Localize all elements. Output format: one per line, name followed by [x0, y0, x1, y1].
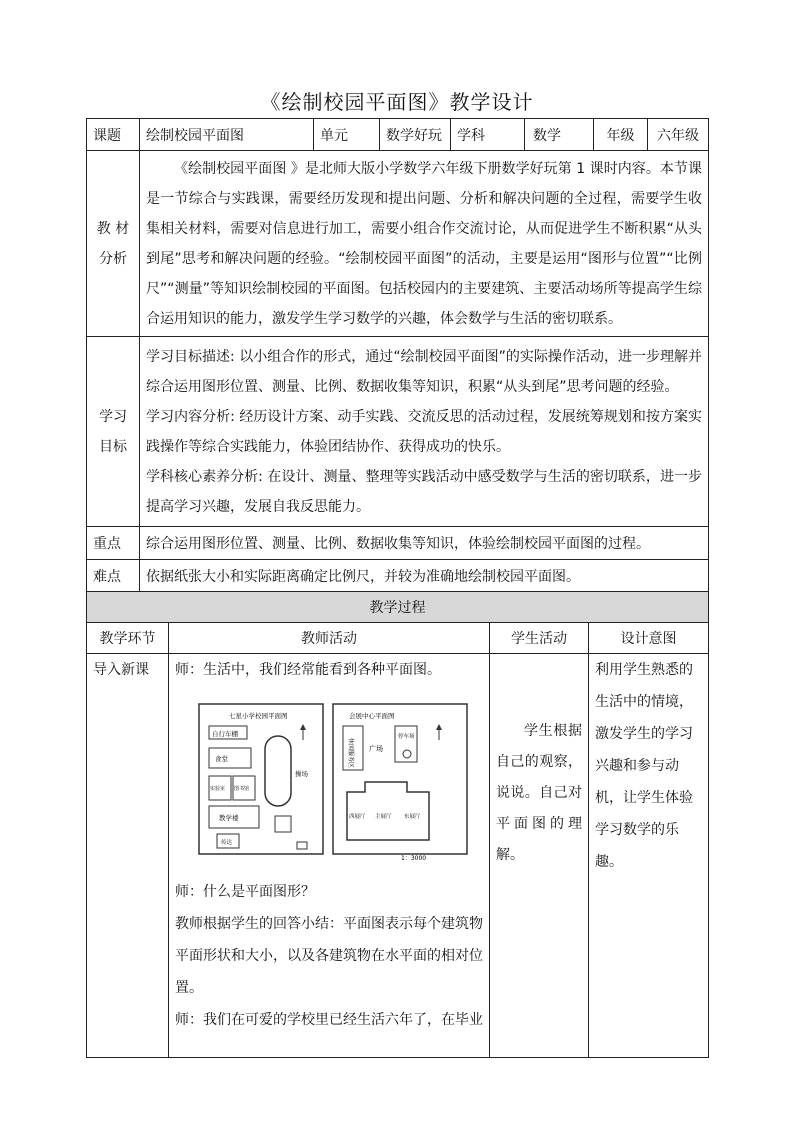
- goals-text: [140, 337, 709, 527]
- process-row: [87, 654, 709, 1058]
- grade-value: 六年级: [648, 119, 709, 151]
- grade-label: 年级: [594, 119, 648, 151]
- student-cell: [490, 654, 589, 1058]
- page-title: 《绘制校园平面图》教学设计: [260, 90, 534, 114]
- fountain-icon: [403, 750, 411, 758]
- west-hall-label: 西展厅: [349, 814, 366, 820]
- analysis-label: 教 材 分析: [87, 151, 140, 337]
- difficulty-row: [87, 560, 709, 592]
- exhibition-hall: [347, 782, 429, 840]
- key-text: 综合运用图形位置、测量、比例、数据收集等知识，体验绘制校园平面图的过程。: [140, 527, 709, 560]
- gatehouse-label: 传达: [221, 840, 233, 846]
- col-student: 学生活动: [490, 623, 589, 654]
- goal-description: 学习目标描述: 以小组合作的形式，通过“绘制校园平面图”的实际操作活动，进一步理解并综合运用图形位置、测量、比例、数据收集等知识，积累“从头到尾”思考问题的经验。: [146, 348, 702, 395]
- process-header: 教学过程: [87, 592, 709, 623]
- school-map-title: 七星小学校园平面图: [229, 712, 288, 720]
- process-table: [86, 591, 709, 1058]
- topic-label: 课题: [87, 119, 140, 151]
- library-label: 图书馆: [234, 786, 250, 792]
- key-row: [87, 527, 709, 560]
- teacher-summary: 教师根据学生的回答小结：平面图表示每个建筑物平面形状和大小，以及各建筑物在水平面的相对位置。: [175, 916, 483, 996]
- info-table: [86, 118, 709, 592]
- key-label: 重点: [87, 527, 140, 560]
- student-text: 学生根据自己的观察，说说。自己对平面图的理解。: [496, 723, 582, 863]
- teacher-cell: [169, 654, 490, 1058]
- intent-text: 利用学生熟悉的生活中的情境，激发学生的学习兴趣和参与动机，让学生体验学习数学的乐趣。: [595, 662, 693, 870]
- lab-label: 实验室: [210, 786, 226, 792]
- topic-row: [87, 119, 709, 151]
- teacher-question: 师：什么是平面图形？: [175, 884, 315, 900]
- subject-value: 数学: [525, 119, 594, 151]
- north-arrowhead-right: [436, 724, 442, 730]
- core-literacy: 学科核心素养分析: 在设计、测量、整理等实践活动中感受数学与生活的密切联系，进一步提高学习兴趣，发展自我反思能力。: [146, 468, 702, 515]
- leisure-area-label: 休闲服务区: [347, 738, 354, 769]
- canteen-label: 食堂: [215, 755, 228, 763]
- teaching-building-label: 教学楼: [219, 814, 239, 822]
- scale-label: 1：3000: [401, 855, 427, 862]
- small-building: [275, 816, 291, 832]
- analysis-row: [87, 151, 709, 337]
- parking-area: [395, 726, 417, 762]
- main-hall-label: 主展厅: [375, 814, 392, 820]
- exhibition-map-title: 会展中心平面图: [349, 712, 395, 720]
- unit-value: 数学好玩: [380, 119, 451, 151]
- stage-cell: 导入新课: [87, 654, 169, 1058]
- east-hall-label: 东展厅: [404, 814, 421, 820]
- bike-shed-label: 自行车棚: [212, 730, 238, 738]
- col-stage: 教学环节: [87, 623, 169, 654]
- map-illustration: [197, 696, 469, 866]
- playground: [265, 736, 291, 806]
- content-analysis: 学习内容分析: 经历设计方案、动手实践、交流反思的活动过程，发展统筹规划和按方案实践操作等综合实践能力，体验团结协作、获得成功的快乐。: [146, 408, 702, 455]
- intent-cell: [589, 654, 709, 1058]
- playground-label: 操场: [295, 770, 308, 778]
- teacher-intro: 师：生活中，我们经常能看到各种平面图。: [175, 662, 441, 678]
- subject-label: 学科: [451, 119, 525, 151]
- col-teacher: 教师活动: [169, 623, 490, 654]
- topic-value: 绘制校园平面图: [140, 119, 314, 151]
- parking-label: 停车场: [398, 734, 415, 740]
- north-arrowhead-left: [300, 724, 306, 730]
- analysis-text: 《绘制校园平面图 》是北师大版小学数学六年级下册数学好玩第 1 课时内容。本节课是一节综合与实践课，需要经历发现和提出问题、分析和解决问题的全过程，需要学生收集相关材料，需要对信息进行加工，需要小组合作交流讨论，从而促进学生不断积累“从头到尾”思考和解决问题的经验。“绘制校园平面图”的活动，主要是运用“图形与位置”“比例尺”“测量”等知识绘制校园的平面图。包括校园内的主要建筑、主要活动场所等提高学生综合运用知识的能力，激发学生学习数学的兴趣，体会数学与生活的密切联系。: [140, 151, 709, 337]
- legend-box: [297, 842, 307, 849]
- process-column-headers: [87, 623, 709, 654]
- goals-row: [87, 337, 709, 527]
- teacher-last: 师：我们在可爱的学校里已经生活六年了，在毕业: [175, 1012, 483, 1028]
- unit-label: 单元: [314, 119, 380, 151]
- difficulty-text: 依据纸张大小和实际距离确定比例尺，并较为准确地绘制校园平面图。: [140, 560, 709, 592]
- plan-maps-svg: [197, 696, 469, 866]
- goals-label: 学习 目标: [87, 337, 140, 527]
- col-intent: 设计意图: [589, 623, 709, 654]
- difficulty-label: 难点: [87, 560, 140, 592]
- plaza-label: 广场: [369, 745, 383, 753]
